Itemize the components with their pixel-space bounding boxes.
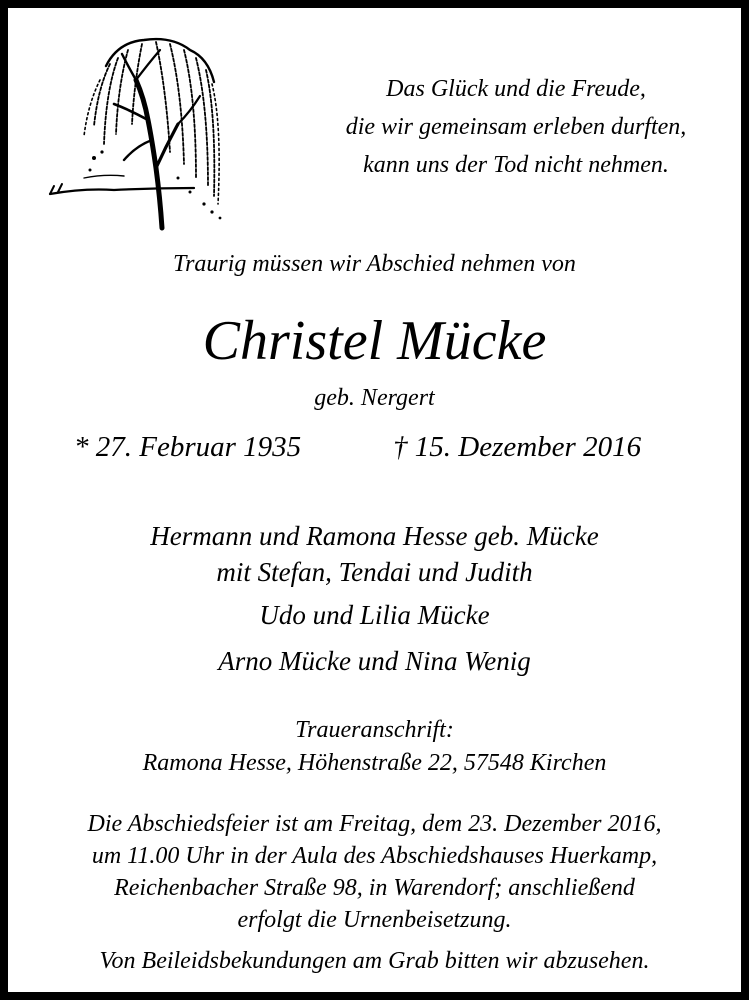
address-label: Traueranschrift: — [295, 717, 454, 743]
ceremony-info — [8, 808, 741, 936]
family-group — [8, 518, 741, 590]
address-line: Ramona Hesse, Höhenstraße 22, 57548 Kirchen — [142, 750, 607, 776]
birth-name: geb. Nergert — [314, 385, 435, 411]
quote-line: Das Glück und die Freude, — [386, 76, 646, 102]
memorial-quote — [288, 70, 744, 184]
ceremony-line: Reichenbacher Straße 98, in Warendorf; anschließend — [114, 875, 635, 901]
birth-date: * 27. Februar 1935 — [74, 431, 302, 463]
ceremony-line: Die Abschiedsfeier ist am Freitag, dem 23. Dezember 2016, — [87, 811, 662, 837]
family-line: mit Stefan, Tendai und Judith — [216, 557, 533, 587]
mourning-address — [8, 714, 741, 780]
family-line: Hermann und Ramona Hesse geb. Mücke — [150, 521, 599, 551]
closing-note: Von Beileidsbekundungen am Grab bitten wir abzusehen. — [99, 948, 650, 974]
deceased-name: Christel Mücke — [202, 310, 547, 372]
family-group: Udo und Lilia Mücke — [259, 600, 490, 630]
quote-line: die wir gemeinsam erleben durften, — [345, 114, 687, 140]
intro-text: Traurig müssen wir Abschied nehmen von — [173, 251, 576, 277]
weeping-willow-icon — [44, 28, 234, 240]
ceremony-line: um 11.00 Uhr in der Aula des Abschiedshauses Huerkamp, — [91, 843, 658, 869]
death-date: † 15. Dezember 2016 — [393, 431, 642, 463]
quote-line: kann uns der Tod nicht nehmen. — [363, 152, 669, 178]
family-group: Arno Mücke und Nina Wenig — [218, 646, 531, 676]
ceremony-line: erfolgt die Urnenbeisetzung. — [237, 907, 512, 933]
